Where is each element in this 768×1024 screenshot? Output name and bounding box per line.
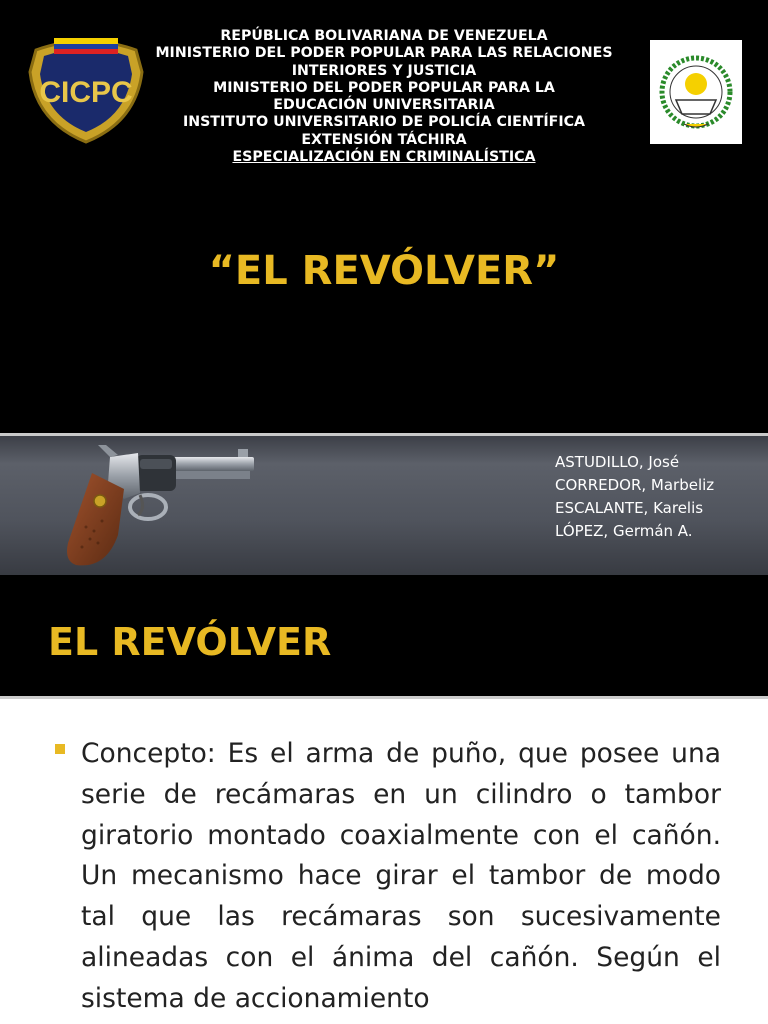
header-line-specialization: ESPECIALIZACIÓN EN CRIMINALÍSTICA — [232, 149, 536, 166]
author-name: LÓPEZ, Germán A. — [555, 522, 693, 540]
concept-paragraph: Concepto: Es el arma de puño, que posee una serie de recámaras en un cilindro o tambor giratorio montado coaxialmente con el cañón. Un mecanismo hace girar el tambor de modo tal que las recámaras son sucesivamente alineadas con el ánima del cañón. Según el sistema de accionamiento — [81, 738, 721, 1014]
revolver-image — [62, 443, 258, 573]
university-seal-logo — [650, 40, 742, 144]
authors-list — [555, 451, 714, 543]
content-slide-title: EL REVÓLVER — [48, 620, 332, 664]
header-line: MINISTERIO DEL PODER POPULAR PARA LAS RELACIONES — [155, 45, 613, 62]
bullet-square-icon — [55, 744, 65, 754]
institution-header — [150, 28, 618, 166]
header-line: INTERIORES Y JUSTICIA — [291, 62, 477, 79]
cicpc-badge-text: CICPC — [39, 76, 133, 109]
presentation-title: “EL REVÓLVER” — [208, 248, 560, 294]
header-line: EDUCACIÓN UNIVERSITARIA — [273, 97, 495, 114]
header-line: REPÚBLICA BOLIVARIANA DE VENEZUELA — [220, 28, 548, 44]
header-line: EXTENSIÓN TÁCHIRA — [301, 131, 467, 148]
author-name: CORREDOR, Marbeliz — [555, 476, 715, 494]
header-line: MINISTERIO DEL PODER POPULAR PARA LA — [213, 79, 555, 96]
header-line: INSTITUTO UNIVERSITARIO DE POLICÍA CIENTÍFICA — [182, 114, 586, 131]
cicpc-badge-logo — [24, 32, 148, 144]
author-name: ASTUDILLO, José — [555, 453, 680, 471]
author-name: ESCALANTE, Karelis — [555, 499, 704, 517]
